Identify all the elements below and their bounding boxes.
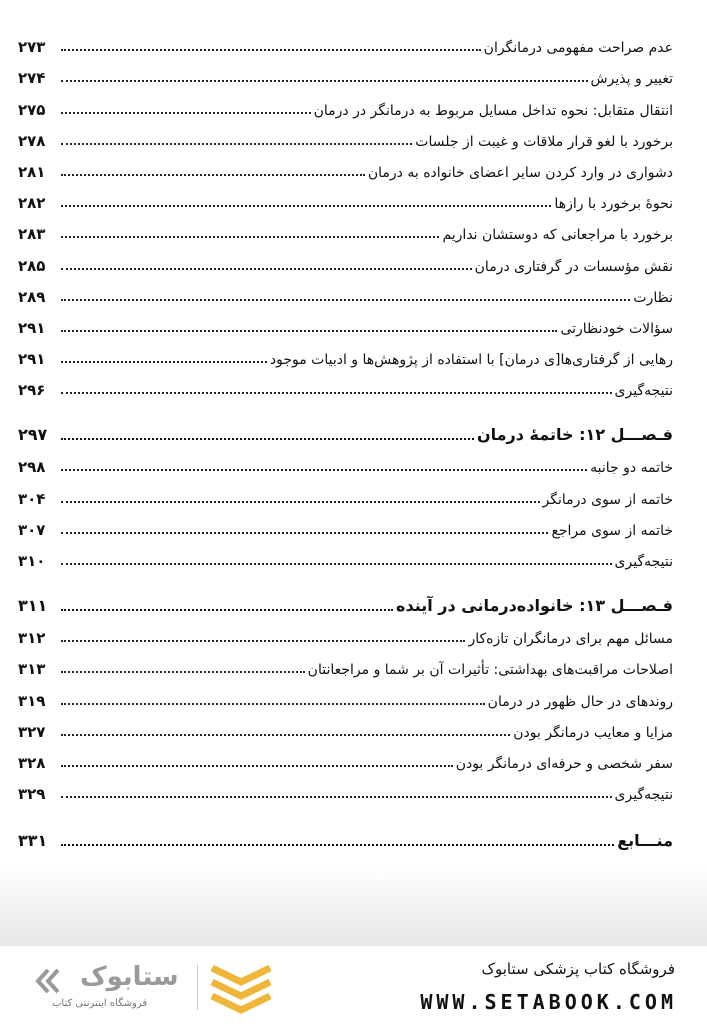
toc-entry-title: سؤالات خودنظارتی [560,320,673,337]
dot-leader [61,703,485,705]
dot-leader [61,361,267,363]
toc-entry-page: ۳۲۷ [18,722,46,741]
toc-entry[interactable] [18,153,673,184]
toc-entry-page: ۲۹۶ [18,381,46,400]
toc-entry[interactable] [18,278,673,309]
toc-entry-title: خاتمه از سوی درمانگر [542,491,673,508]
toc-entry-title: نظارت [633,289,673,306]
toc-entry-page: ۲۷۵ [18,100,46,119]
toc-entry-title: مزایا و معایب درمانگر بودن [513,724,673,741]
table-of-contents [18,28,673,854]
toc-entry-page: ۳۱۰ [18,552,46,570]
toc-entry-page: ۳۱۲ [18,629,46,648]
toc-entry-title: اصلاحات مراقبت‌های بهداشتی: تأثیرات آن بر شما و مراجعانتان [307,662,673,679]
toc-entry[interactable] [18,650,673,681]
chapter-title: فـصـــل ۱۲: خاتمهٔ درمان [476,425,673,445]
toc-entry-title: برخورد با لغو قرار ملاقات و غیبت از جلسات [415,133,673,150]
toc-entry[interactable] [18,246,673,277]
chapter-page: ۳۱۱ [18,596,48,615]
dot-leader [61,80,588,82]
toc-entry-page: ۲۷۳ [18,38,46,57]
toc-entry[interactable] [18,309,673,340]
toc-entry-title: نتیجه‌گیری [614,787,673,804]
toc-entry-title: دشواری در وارد کردن سایر اعضای خانواده به درمان [367,164,673,181]
toc-entry[interactable] [18,511,673,542]
store-name: فروشگاه کتاب پزشکی ستابوک [481,960,675,978]
toc-entry-title: خاتمه دو جانبه [590,460,673,477]
toc-entry-title: خاتمه از سوی مراجع [551,522,673,539]
toc-entry[interactable] [18,28,673,59]
dot-leader [61,765,453,767]
dot-leader [61,532,548,534]
toc-entry[interactable] [18,619,673,650]
references-page: ۳۳۱ [18,831,48,851]
toc-entry-page: ۲۷۴ [18,69,46,88]
toc-entry-page: ۲۸۹ [18,287,46,306]
toc-entry-title: تغییر و پذیرش [590,71,673,88]
toc-entry-title: نتیجه‌گیری [614,383,673,400]
toc-entry[interactable] [18,744,673,775]
toc-entry-page: ۲۹۱ [18,350,46,369]
page-shadow [0,868,707,948]
toc-entry-page: ۳۱۳ [18,660,46,679]
toc-entry[interactable] [18,371,673,402]
dot-leader [61,299,630,301]
toc-entry[interactable] [18,122,673,153]
toc-entry[interactable] [18,59,673,90]
toc-entry-title: سفر شخصی و حرفه‌ای درمانگر بودن [455,755,673,772]
dot-leader [61,796,612,798]
chapter-heading-13[interactable] [18,583,673,619]
toc-entry-page: ۳۲۸ [18,753,46,772]
references-heading[interactable] [18,818,673,854]
toc-entry-page: ۲۷۸ [18,131,46,150]
toc-entry-title: عدم صراحت مفهومی درمانگران [483,40,673,57]
references-title: منـــابع [617,831,673,851]
dot-leader [61,143,412,145]
chevron-arrows-icon [34,966,60,996]
toc-entry-title: مسائل مهم برای درمانگران تازه‌کار [468,631,673,648]
logo-tagline: فروشگاه اینترنتی کتاب [52,998,148,1009]
dot-leader [61,112,311,114]
dot-leader [61,268,472,270]
toc-entry-page: ۲۸۵ [18,256,46,275]
dot-leader [61,236,439,238]
toc-entry-page: ۳۱۹ [18,691,46,710]
dot-leader [61,438,474,440]
dot-leader [61,609,393,611]
dot-leader [61,640,465,642]
toc-entry-title: روندهای در حال ظهور در درمان [487,693,673,710]
dot-leader [61,469,587,471]
logo-wordmark: ستابوک [80,962,179,992]
dot-leader [61,734,510,736]
toc-entry-page: ۳۲۹ [18,785,46,804]
toc-entry-title: برخورد با مراجعانی که دوستشان نداریم [442,227,673,244]
toc-entry-page: ۳۰۷ [18,520,46,539]
toc-entry[interactable] [18,184,673,215]
dot-leader [61,501,540,503]
toc-entry[interactable] [18,542,673,573]
toc-entry-page: ۲۹۱ [18,318,46,337]
toc-entry[interactable] [18,340,673,371]
toc-entry[interactable] [18,479,673,510]
toc-entry-title: نحوهٔ برخورد با رازها [554,196,673,213]
dot-leader [61,671,305,673]
toc-entry-page: ۳۰۴ [18,489,46,508]
toc-entry-page: ۲۸۳ [18,225,46,244]
dot-leader [61,205,551,207]
toc-entry-page: ۲۸۱ [18,162,46,181]
store-url-link[interactable]: WWW.SETABOOK.COM [420,990,677,1014]
toc-entry-title: رهایی از گرفتاری‌ها[ی درمان] با استفاده از پژوهش‌ها و ادبیات موجود [269,352,673,369]
toc-entry[interactable] [18,448,673,479]
toc-entry[interactable] [18,713,673,744]
dot-leader [61,330,557,332]
book-stack-icon [208,960,274,1016]
chapter-page: ۲۹۷ [18,425,48,445]
dot-leader [61,49,481,51]
toc-entry[interactable] [18,681,673,712]
dot-leader [61,563,612,565]
toc-entry[interactable] [18,775,673,806]
toc-entry[interactable] [18,90,673,121]
logo-divider [197,964,198,1010]
toc-entry-title: نقش مؤسسات در گرفتاری درمان [474,258,673,275]
toc-entry-page: ۲۸۲ [18,194,46,213]
toc-entry-title: انتقال متقابل: نحوه تداخل مسایل مربوط به درمانگر در درمان [313,102,673,119]
toc-entry[interactable] [18,215,673,246]
store-logo[interactable] [30,958,280,1018]
toc-entry-page: ۲۹۸ [18,458,46,477]
chapter-heading-12[interactable] [18,412,673,448]
dot-leader [61,174,365,176]
toc-entry-title: نتیجه‌گیری [614,554,673,570]
chapter-title: فـصـــل ۱۳: خانواده‌درمانی در آینده [396,596,673,615]
store-footer [0,946,707,1024]
dot-leader [61,392,612,394]
dot-leader [61,844,614,846]
